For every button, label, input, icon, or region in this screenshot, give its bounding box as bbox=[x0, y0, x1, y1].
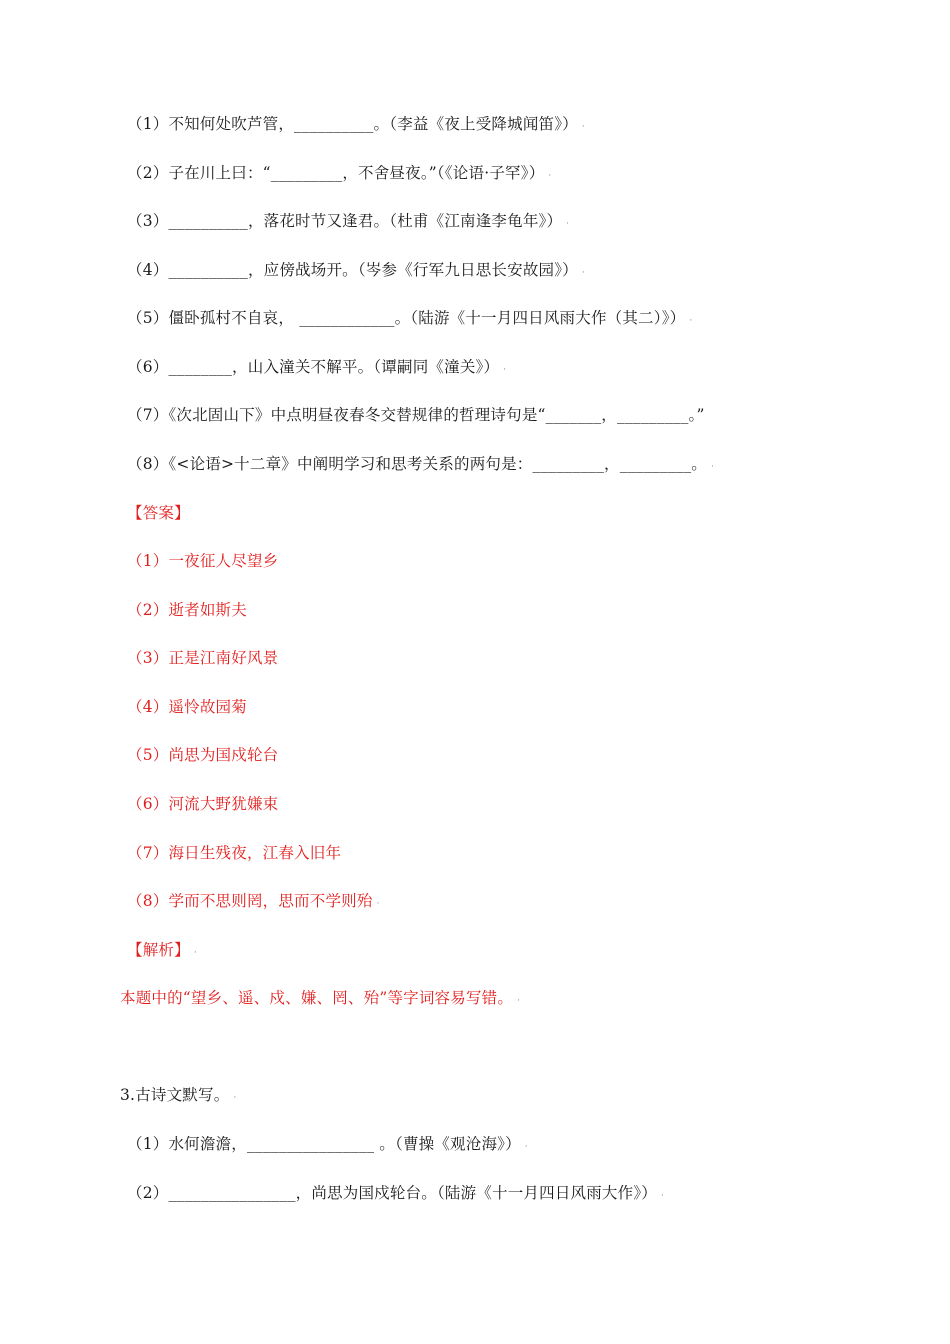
answer-item-1 bbox=[127, 551, 278, 571]
paragraph-mark: · bbox=[376, 899, 380, 909]
paragraph-mark: · bbox=[524, 1142, 528, 1152]
answer-text: （6）河流大野犹嫌束 bbox=[127, 795, 279, 813]
question-text: （4）__________，应傍战场开。（岑参《行军九日思长安故园》） bbox=[127, 261, 578, 279]
paragraph-mark: · bbox=[566, 219, 570, 229]
answer-item-3 bbox=[127, 648, 278, 668]
question-item-7 bbox=[127, 405, 705, 425]
question-text: （2）子在川上曰：“_________，不舍昼夜。”（《论语·子罕》） bbox=[127, 164, 545, 182]
answer-item-5 bbox=[127, 745, 278, 765]
question-item-6 bbox=[127, 357, 506, 380]
answer-item-6 bbox=[127, 794, 278, 814]
paragraph-mark: · bbox=[548, 171, 552, 181]
analysis-text bbox=[120, 988, 520, 1011]
question-3-item-1 bbox=[127, 1134, 528, 1157]
answer-item-2 bbox=[127, 600, 247, 620]
analysis-body: 本题中的“望乡、遥、戍、嫌、罔、殆”等字词容易写错。 bbox=[120, 989, 514, 1007]
answer-text: （7）海日生残夜，江春入旧年 bbox=[127, 844, 342, 862]
answer-text: （5）尚思为国戍轮台 bbox=[127, 746, 279, 764]
paragraph-mark: · bbox=[689, 316, 693, 326]
answer-item-4 bbox=[127, 697, 247, 717]
analysis-heading-text: 【解析】 bbox=[127, 941, 190, 959]
question-text: （5）僵卧孤村不自哀， ____________。（陆游《十一月四日风雨大作（其二）》） bbox=[127, 309, 686, 327]
paragraph-mark: · bbox=[503, 365, 507, 375]
question-text: （8）《<论语>十二章》中阐明学习和思考关系的两句是：_________，_________。 bbox=[127, 455, 707, 473]
answer-text: （4）遥怜故园菊 bbox=[127, 698, 247, 716]
paragraph-mark: · bbox=[517, 996, 521, 1006]
paragraph-mark: · bbox=[711, 462, 715, 472]
paragraph-mark: · bbox=[233, 1093, 237, 1103]
question-item-2 bbox=[127, 163, 551, 186]
question-text: （1）不知何处吹芦管，__________。（李益《夜上受降城闻笛》） bbox=[127, 115, 578, 133]
answer-text: （3）正是江南好风景 bbox=[127, 649, 279, 667]
answer-item-7 bbox=[127, 843, 341, 863]
question-item-3 bbox=[127, 211, 569, 234]
question-3-title bbox=[120, 1085, 236, 1108]
question-text: （1）水何澹澹，________________ 。（曹操《观沧海》） bbox=[127, 1135, 521, 1153]
question-item-5 bbox=[127, 308, 692, 331]
paragraph-mark: · bbox=[581, 122, 585, 132]
answer-item-8 bbox=[127, 891, 380, 914]
paragraph-mark: · bbox=[660, 1191, 665, 1201]
answer-text: （8）学而不思则罔，思而不学则殆 bbox=[127, 892, 373, 910]
question-text: （3）__________，落花时节又逢君。（杜甫《江南逢李龟年》） bbox=[127, 212, 563, 230]
paragraph-mark: · bbox=[581, 268, 585, 278]
answer-heading bbox=[127, 503, 190, 523]
question-text: （2）________________，尚思为国戍轮台。（陆游《十一月四日风雨大作》） bbox=[127, 1184, 657, 1202]
question-text: （6）________，山入潼关不解平。（谭嗣同《潼关》） bbox=[127, 358, 500, 376]
paragraph-mark: · bbox=[193, 948, 197, 958]
answer-heading-text: 【答案】 bbox=[127, 504, 190, 522]
answer-text: （2）逝者如斯夫 bbox=[127, 601, 247, 619]
question-item-8 bbox=[127, 454, 714, 477]
question-title-text: 3.古诗文默写。 bbox=[120, 1086, 230, 1104]
question-item-1 bbox=[127, 114, 585, 137]
analysis-heading bbox=[127, 940, 197, 963]
question-text: （7）《次北固山下》中点明昼夜春冬交替规律的哲理诗句是“_______，_________。” bbox=[127, 406, 705, 424]
question-item-4 bbox=[127, 260, 585, 283]
answer-text: （1）一夜征人尽望乡 bbox=[127, 552, 279, 570]
question-3-item-2 bbox=[127, 1183, 664, 1206]
